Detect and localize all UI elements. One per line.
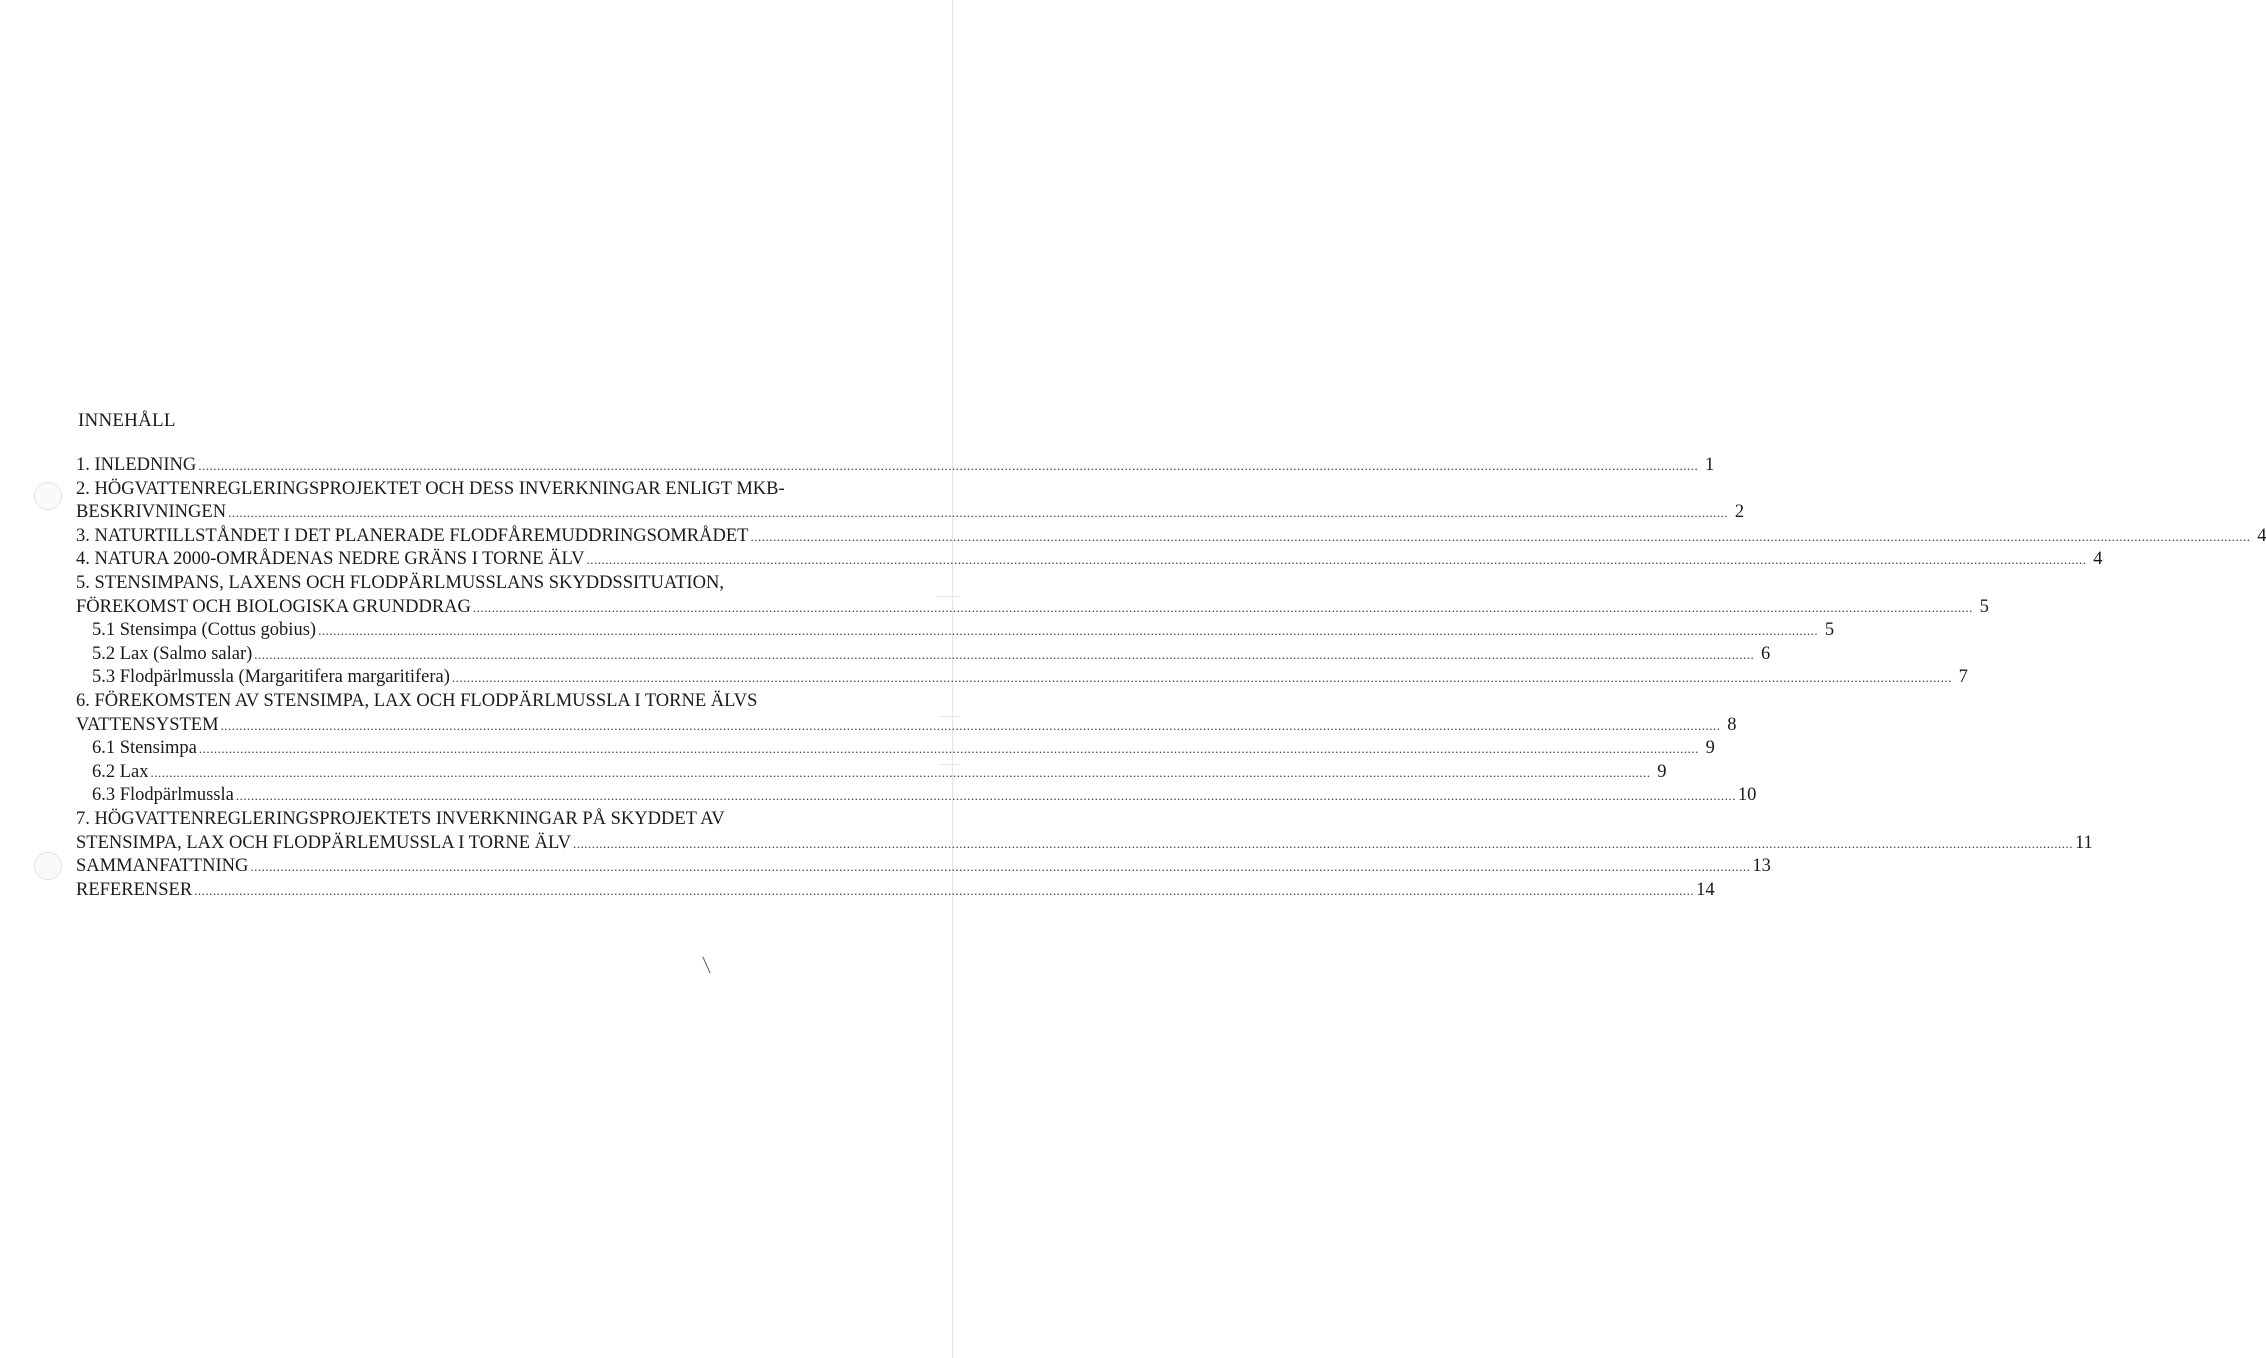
- toc-entry-title: STENSIMPA, LAX OCH FLODPÄRLEMUSSLA I TORNE ÄLV: [76, 832, 571, 853]
- toc-entry-title: VATTENSYSTEM: [76, 714, 219, 735]
- toc-entry-title: 2. HÖGVATTENREGLERINGSPROJEKTET OCH DESS INVERKNINGAR ENLIGT MKB-: [76, 478, 785, 499]
- toc-dot-leader: ................................................................................................................................................................................................................................................................................................................................................................................................................: [254, 646, 1755, 662]
- toc-entry[interactable]: [76, 879, 1715, 903]
- toc-page-number: 10: [1737, 785, 1757, 806]
- toc-entry[interactable]: [76, 784, 1757, 808]
- toc-entry-title: 4. NATURA 2000-OMRÅDENAS NEDRE GRÄNS I TORNE ÄLV: [76, 549, 585, 570]
- toc-entry-title: 5.3 Flodpärlmussla (Margaritifera margaritifera): [92, 667, 450, 688]
- toc-dot-leader: ................................................................................................................................................................................................................................................................................................................................................................................................................: [318, 623, 1819, 639]
- toc-entry-title: 6.3 Flodpärlmussla: [92, 785, 234, 806]
- toc-page-number: 2: [1734, 502, 1745, 523]
- toc-dot-leader: ................................................................................................................................................................................................................................................................................................................................................................................................................: [235, 788, 1736, 804]
- toc-page-number: 1: [1704, 455, 1715, 475]
- toc-entry[interactable]: [76, 572, 1989, 619]
- toc-entry-title: 3. NATURTILLSTÅNDET I DET PLANERADE FLODFÅREMUDDRINGSOMRÅDET: [76, 525, 749, 546]
- toc-entry-title: 5. STENSIMPANS, LAXENS OCH FLODPÄRLMUSSLANS SKYDDSSITUATION,: [76, 572, 724, 593]
- toc-dot-leader: ................................................................................................................................................................................................................................................................................................................................................................................................................: [750, 528, 2251, 544]
- table-of-contents: [76, 454, 2266, 902]
- toc-page-number: 9: [1657, 761, 1667, 782]
- toc-entry[interactable]: [76, 619, 1835, 643]
- toc-entry[interactable]: [76, 478, 1745, 525]
- toc-entry-title: SAMMANFATTNING: [76, 856, 249, 877]
- toc-dot-leader: ................................................................................................................................................................................................................................................................................................................................................................................................................: [572, 835, 2073, 851]
- toc-page-number: 4: [2093, 549, 2103, 570]
- toc-dot-leader: ................................................................................................................................................................................................................................................................................................................................................................................................................: [198, 458, 1699, 473]
- stray-pen-mark: [702, 957, 710, 974]
- toc-entry-title: 6. FÖREKOMSTEN AV STENSIMPA, LAX OCH FLODPÄRLMUSSLA I TORNE ÄLVS: [76, 690, 758, 711]
- toc-dot-leader: ................................................................................................................................................................................................................................................................................................................................................................................................................: [228, 505, 1729, 521]
- toc-page-number: 9: [1705, 738, 1715, 759]
- toc-page-number: 5: [1824, 620, 1835, 641]
- toc-entry-title: 5.2 Lax (Salmo salar): [92, 643, 253, 664]
- toc-dot-leader: ................................................................................................................................................................................................................................................................................................................................................................................................................: [194, 882, 1695, 898]
- toc-entry[interactable]: [76, 666, 1968, 690]
- toc-entry[interactable]: [76, 643, 1771, 667]
- toc-entry-title: 1. INLEDNING: [76, 455, 197, 475]
- toc-page-number: 14: [1696, 879, 1715, 900]
- toc-page-number: 13: [1752, 856, 1771, 877]
- toc-entry[interactable]: [76, 548, 2103, 572]
- toc-dot-leader: ................................................................................................................................................................................................................................................................................................................................................................................................................: [472, 599, 1973, 615]
- toc-heading: INNEHÅLL: [78, 410, 176, 431]
- toc-entry[interactable]: [76, 808, 2093, 855]
- toc-entry-title: 6.2 Lax: [92, 761, 149, 782]
- toc-page-number: 7: [1958, 667, 1968, 688]
- toc-dot-leader: ................................................................................................................................................................................................................................................................................................................................................................................................................: [250, 859, 1751, 875]
- toc-dot-leader: ................................................................................................................................................................................................................................................................................................................................................................................................................: [150, 764, 1651, 780]
- toc-dot-leader: ................................................................................................................................................................................................................................................................................................................................................................................................................: [220, 717, 1721, 733]
- toc-entry-title: 6.1 Stensimpa: [92, 738, 197, 759]
- toc-entry[interactable]: [76, 737, 1715, 761]
- toc-dot-leader: ................................................................................................................................................................................................................................................................................................................................................................................................................: [586, 552, 2087, 568]
- toc-entry[interactable]: [76, 761, 1667, 785]
- toc-page-number: 8: [1727, 714, 1737, 735]
- toc-dot-leader: ................................................................................................................................................................................................................................................................................................................................................................................................................: [198, 741, 1699, 757]
- toc-entry-title: FÖREKOMST OCH BIOLOGISKA GRUNDDRAG: [76, 596, 471, 617]
- punch-hole-mark: [34, 482, 62, 510]
- toc-entry[interactable]: [76, 690, 1737, 737]
- punch-hole-mark: [34, 852, 62, 880]
- toc-page-number: 11: [2074, 832, 2093, 853]
- toc-entry[interactable]: [76, 454, 1715, 478]
- toc-entry-title: 7. HÖGVATTENREGLERINGSPROJEKTETS INVERKNINGAR PÅ SKYDDET AV: [76, 808, 725, 829]
- toc-page-number: 5: [1979, 596, 1989, 617]
- toc-entry[interactable]: [76, 855, 1771, 879]
- toc-page-number: 4: [2257, 525, 2266, 546]
- toc-entry[interactable]: [76, 525, 2266, 549]
- toc-entry-title: 5.1 Stensimpa (Cottus gobius): [92, 620, 317, 641]
- toc-page-number: 6: [1761, 643, 1771, 664]
- toc-entry-title: BESKRIVNINGEN: [76, 502, 227, 523]
- toc-dot-leader: ................................................................................................................................................................................................................................................................................................................................................................................................................: [451, 670, 1952, 686]
- toc-entry-title: REFERENSER: [76, 879, 193, 900]
